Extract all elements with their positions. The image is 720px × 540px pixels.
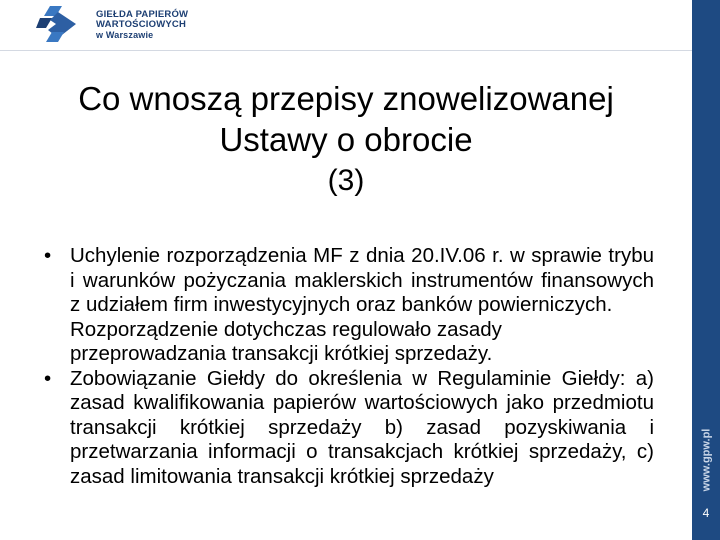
logo-line-3: w Warszawie xyxy=(96,30,154,40)
side-bar xyxy=(692,0,720,540)
logo-line-1: GIEŁDA PAPIERÓW xyxy=(96,9,189,20)
header-bar xyxy=(0,0,692,51)
side-url xyxy=(692,420,720,500)
title-line-1: Co wnoszą przepisy znowelizowanej xyxy=(78,80,614,117)
continuation-paragraph: Rozporządzenie dotychczas regulowało zasady przeprowadzania transakcji krótkiej sprzedaży. xyxy=(70,317,502,365)
slide-content xyxy=(38,244,654,489)
bullet-text: Uchylenie rozporządzenia MF z dnia 20.IV.06 r. w sprawie trybu i warunków pożyczania maklerskich instrumentów finansowych z udziałem firm inwestycyjnych oraz banków powierniczych. xyxy=(70,244,654,316)
bullet-marker: • xyxy=(44,366,52,390)
title-line-2: Ustawy o obrocie xyxy=(219,121,473,158)
title-line-3: (3) xyxy=(327,164,365,197)
page-number: 4 xyxy=(702,506,710,520)
bullet-text: Zobowiązanie Giełdy do określenia w Regulaminie Giełdy: a) zasad kwalifikowania papierów wartościowych jako przedmiotu transakcji krótkiej sprzedaży b) zasad pozyskiwania i przetwarzania informacji o transakcjach krótkiej sprzedaży, c) zasad limitowania transakcji krótkiej sprzedaży xyxy=(70,366,654,488)
bullet-marker: • xyxy=(44,244,52,267)
bullet-item xyxy=(38,244,654,318)
logo-line-2: WARTOŚCIOWYCH xyxy=(96,19,187,30)
website-url: www.gpw.pl xyxy=(700,428,713,492)
bullet-item xyxy=(38,367,654,490)
gpw-logo-icon xyxy=(36,4,80,44)
slide-title xyxy=(20,78,672,201)
gpw-logo-text xyxy=(96,10,188,40)
